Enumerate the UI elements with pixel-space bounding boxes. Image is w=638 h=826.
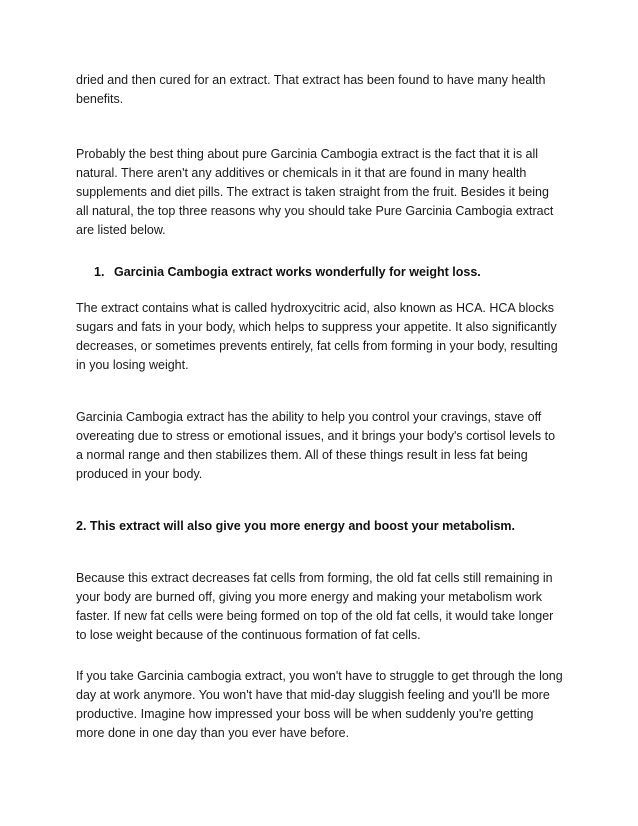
text-line: to lose weight because of the continuous formation of fat cells. [76, 628, 421, 642]
paragraph-energy [76, 569, 576, 645]
text-line: productive. Imagine how impressed your boss will be when suddenly you're getting [76, 707, 534, 721]
text-line: produced in your body. [76, 467, 203, 481]
text-line: Probably the best thing about pure Garcinia Cambogia extract is the fact that it is all [76, 147, 539, 161]
text-line: sugars and fats in your body, which helps to suppress your appetite. It also significantly [76, 320, 557, 334]
text-line: in you losing weight. [76, 358, 189, 372]
paragraph-intro [76, 71, 576, 109]
text-line: faster. If new fat cells were being formed on top of the old fat cells, it would take longer [76, 609, 554, 623]
paragraph-cravings [76, 408, 576, 484]
text-line: dried and then cured for an extract. That extract has been found to have many health [76, 73, 546, 87]
heading-reason-1 [94, 263, 481, 282]
list-number: 1. [94, 265, 105, 279]
text-line: overeating due to stress or emotional issues, and it brings your body's cortisol levels to [76, 429, 556, 443]
paragraph-productivity [76, 667, 576, 743]
text-line: The extract contains what is called hydroxycitric acid, also known as HCA. HCA blocks [76, 301, 554, 315]
text-line: your body are burned off, giving you more energy and making your metabolism work [76, 590, 542, 604]
text-line: supplements and diet pills. The extract is taken straight from the fruit. Besides it being [76, 185, 549, 199]
text-line: are listed below. [76, 223, 166, 237]
text-line: natural. There aren't any additives or chemicals in it that are found in many health [76, 166, 527, 180]
text-line: Because this extract decreases fat cells from forming, the old fat cells still remaining in [76, 571, 553, 585]
text-line: day at work anymore. You won't have that mid-day sluggish feeling and you'll be more [76, 688, 550, 702]
paragraph-natural-extract [76, 145, 576, 240]
text-line: a normal range and then stabilizes them. All of these things result in less fat being [76, 448, 528, 462]
text-line: decreases, or sometimes prevents entirely, fat cells from forming in your body, resulting [76, 339, 558, 353]
heading-text: 2. This extract will also give you more energy and boost your metabolism. [76, 519, 516, 533]
heading-reason-2 [76, 517, 515, 536]
heading-text: Garcinia Cambogia extract works wonderfully for weight loss. [114, 265, 481, 279]
text-line: Garcinia Cambogia extract has the ability to help you control your cravings, stave off [76, 410, 542, 424]
text-line: If you take Garcinia cambogia extract, you won't have to struggle to get through the long [76, 669, 563, 683]
text-line: benefits. [76, 92, 124, 106]
text-line: all natural, the top three reasons why you should take Pure Garcinia Cambogia extract [76, 204, 554, 218]
text-line: more done in one day than you ever have before. [76, 726, 350, 740]
paragraph-hca [76, 299, 576, 375]
